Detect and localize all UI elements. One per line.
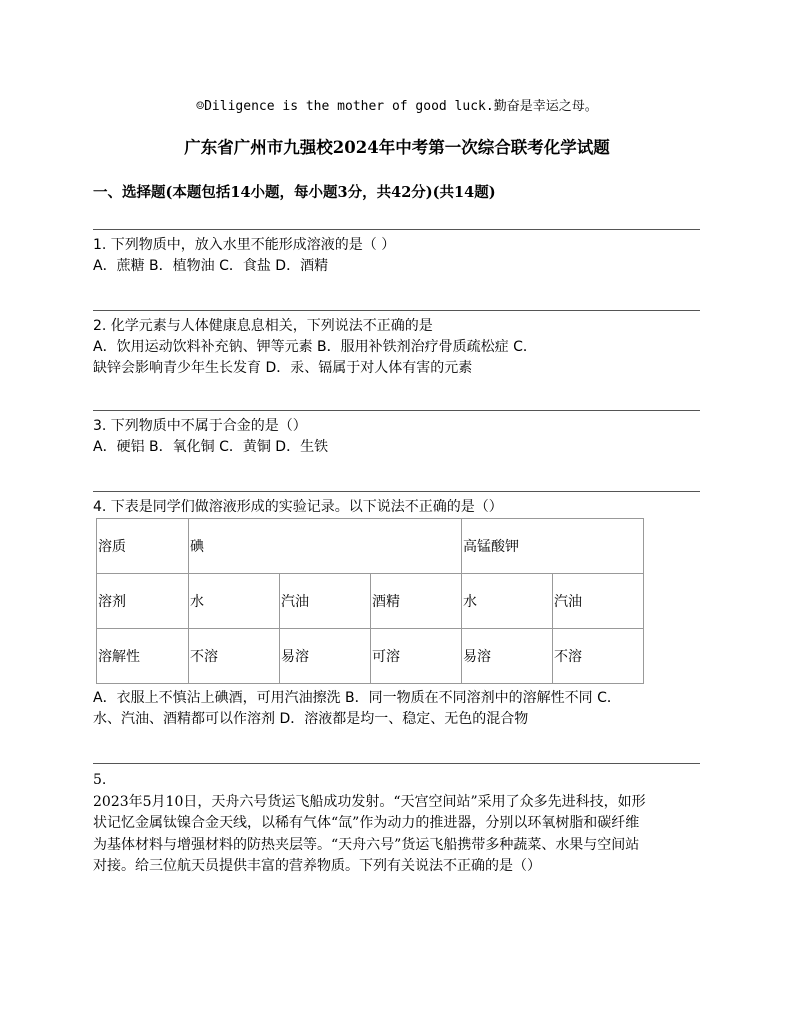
exam-title: 广东省广州市九强校2024年中考第一次综合联考化学试题 [184,138,610,157]
question-5-line-4: 对接。给三位航天员提供丰富的营养物质。下列有关说法不正确的是（） [93,858,541,874]
question-1-stem: 1. 下列物质中，放入水里不能形成溶液的是（ ） [93,237,396,253]
question-5-number: 5. [93,772,107,788]
question-4-options [93,688,703,730]
section-heading: 一、选择题(本题包括14小题，每小题3分，共42分)(共14题) [93,184,496,201]
table-cell: 酒精 [371,574,462,629]
question-2-options-line-1: A．饮用运动饮料补充钠、钾等元素 B．服用补铁剂治疗骨质疏松症 C． [93,339,537,355]
question-4-options-line-2: 水、汽油、酒精都可以作溶剂 D．溶液都是均一、稳定、无色的混合物 [93,711,529,727]
table-cell: 碘 [189,519,462,574]
table-cell: 不溶 [189,629,280,684]
question-divider [93,763,700,764]
table-cell: 溶剂 [97,574,189,629]
question-2-stem: 2. 化学元素与人体健康息息相关，下列说法不正确的是 [93,318,433,334]
question-3-options: A．硬铝 B．氧化铜 C．黄铜 D．生铁 [93,439,329,455]
question-3-stem: 3. 下列物质中不属于合金的是（） [93,418,307,434]
question-2-options-line-2: 缺锌会影响青少年生长发育 D．汞、镉属于对人体有害的元素 [93,360,473,376]
table-cell: 溶质 [97,519,189,574]
table-cell: 高锰酸钾 [462,519,644,574]
table-cell: 易溶 [462,629,553,684]
table-cell: 汽油 [553,574,644,629]
question-5-line-1: 2023年5月10日，天舟六号货运飞船成功发射。“天宫空间站”采用了众多先进科技，如形 [93,793,646,810]
question-4-stem-block [93,497,703,518]
question-5-line-3: 为基体材料与增强材料的防热夹层等。“天舟六号”货运飞船携带多种蔬菜、水果与空间站 [93,836,640,853]
table-cell: 可溶 [371,629,462,684]
question-4-stem: 4. 下表是同学们做溶液形成的实验记录。以下说法不正确的是（） [93,499,503,515]
question-1-options: A．蔗糖 B．植物油 C．食盐 D．酒精 [93,258,329,274]
motto-text: ☺Diligence is the mother of good luck.勤奋是幸运之母。 [196,99,598,114]
table-cell: 不溶 [553,629,644,684]
table-cell: 易溶 [280,629,371,684]
question-divider [93,491,700,492]
table-cell: 水 [462,574,553,629]
question-3 [93,416,703,458]
table-cell: 溶解性 [97,629,189,684]
table-row [97,574,644,629]
table-row [97,519,644,574]
table-row [97,629,644,684]
table-cell: 水 [189,574,280,629]
question-divider [93,310,700,311]
table-cell: 汽油 [280,574,371,629]
question-4-options-line-1: A．衣服上不慎沾上碘酒，可用汽油擦洗 B．同一物质在不同溶剂中的溶解性不同 C． [93,690,621,706]
question-5 [93,770,708,878]
question-1 [93,235,703,277]
question-2 [93,316,703,379]
question-divider [93,410,700,411]
solubility-table [96,518,644,684]
question-divider [93,229,700,230]
question-5-line-2: 状记忆金属钛镍合金天线，以稀有气体“氙”作为动力的推进器，分别以环氧树脂和碳纤维 [93,815,640,831]
